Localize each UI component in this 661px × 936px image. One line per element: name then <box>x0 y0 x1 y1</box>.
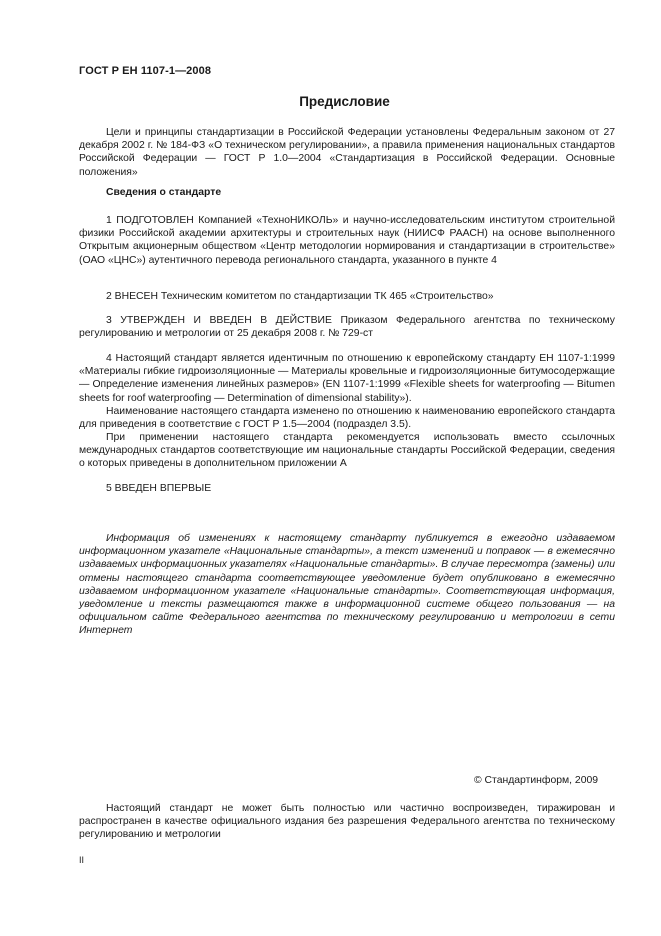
notice-paragraph: Информация об изменениях к настоящему стандарту публикуется в ежегодно издаваемом информационном указателе «Национальные стандарты», а текст изменений и поправок — в ежемесячно издаваемых информационных указателях «Национальные стандарты». В случае пересмотра (замены) или отмены настоящего стандарта соответствующее уведомление будет опубликовано в ежемесячно издаваемом информационном указателе «Национальные стандарты». Соответствующая информация, уведомление и тексты размещаются также в информационной системе общего пользования — на официальном сайте Федерального агентства по техническому регулированию и метрологии в сети Интернет <box>79 533 615 637</box>
item-4-paragraph-2: Наименование настоящего стандарта изменено по отношению к наименованию европейского стандарта для приведения в соответствие с ГОСТ Р 1.5—2004 (подраздел 3.5). <box>79 406 615 431</box>
item-2: 2 ВНЕСЕН Техническим комитетом по стандартизации ТК 465 «Строительство» <box>106 291 494 302</box>
page-title: Предисловие <box>299 94 390 109</box>
page-number: II <box>79 855 85 865</box>
item-1: 1 ПОДГОТОВЛЕН Компанией «ТехноНИКОЛЬ» и научно-исследовательским институтом строительной физики Российской академии архитектуры и строительных наук (НИИСФ РААСН) на основе выполненного Открытым акционерным обществом «Центр методологии нормирования и стандартизации в строительстве» (ОАО «ЦНС») аутентичного перевода регионального стандарта, указанного в пункте 4 <box>79 215 615 266</box>
section-heading: Сведения о стандарте <box>106 187 222 198</box>
rights-paragraph: Настоящий стандарт не может быть полностью или частично воспроизведен, тиражирован и распространен в качестве официального издания без разрешения Федерального агентства по техническому регулированию и метрологии <box>79 803 615 841</box>
intro-paragraph: Цели и принципы стандартизации в Российской Федерации установлены Федеральным законом от 27 декабря 2002 г. № 184-ФЗ «О техническом регулировании», а правила применения национальных стандартов Российской Федерации — ГОСТ Р 1.0—2004 «Стандартизация в Российской Федерации. Основные положения» <box>79 127 615 178</box>
document-code: ГОСТ Р ЕН 1107-1—2008 <box>79 65 212 77</box>
copyright-line: © Стандартинформ, 2009 <box>474 775 599 786</box>
item-3: 3 УТВЕРЖДЕН И ВВЕДЕН В ДЕЙСТВИЕ Приказом Федерального агентства по техническому регулированию и метрологии от 25 декабря 2008 г. № 729-ст <box>79 315 615 340</box>
item-5: 5 ВВЕДЕН ВПЕРВЫЕ <box>106 483 212 494</box>
item-4-paragraph-3: При применении настоящего стандарта рекомендуется использовать вместо ссылочных международных стандартов соответствующие им национальные стандарты Российской Федерации, сведения о которых приведены в дополнительном приложении А <box>79 432 615 470</box>
item-4-paragraph-1: 4 Настоящий стандарт является идентичным по отношению к европейскому стандарту ЕН 1107-1:1999 «Материалы гибкие гидроизоляционные — Материалы кровельные и гидроизоляционные битумосодержащие — Определение изменения линейных размеров» (EN 1107-1:1999 «Flexible sheets for waterproofing — Bitumen sheets for roof waterproofing — Determination of dimensional stability»). <box>79 353 615 404</box>
